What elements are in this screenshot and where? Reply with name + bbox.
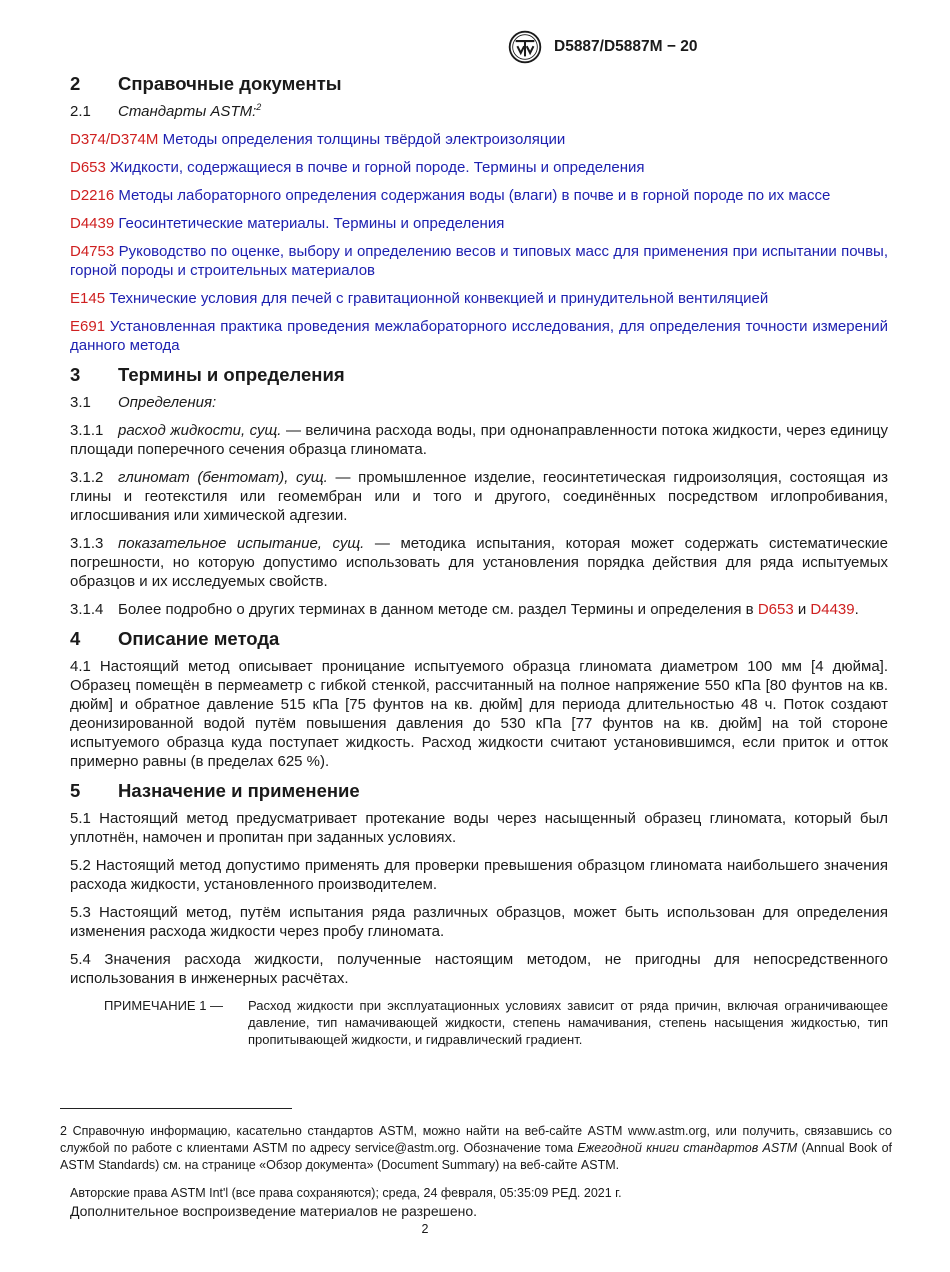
reference-code-link[interactable]: D374/D374M [70, 131, 159, 148]
reference-item [70, 214, 888, 233]
document-designation: D5887/D5887M − 20 [554, 38, 698, 55]
definition-number: 3.1.2 [70, 469, 104, 486]
definition-paragraph [70, 534, 888, 591]
document-body [70, 73, 888, 1048]
reference-item [70, 158, 888, 177]
reference-title[interactable]: Руководство по оценке, выбору и определению весов и типовых масс для применения при испытании почвы, горной породы и строительных материалов [70, 243, 889, 279]
reference-code-link[interactable]: E145 [70, 290, 106, 307]
section-number: 5 [70, 780, 81, 801]
usage-paragraph: 5.3 Настоящий метод, путём испытания ряда различных образцов, может быть использован для определения изменения расхода жидкости через пробу глиномата. [70, 904, 888, 940]
usage-paragraph: 5.2 Настоящий метод допустимо применять для проверки превышения образцом глиномата наибольшего значения расхода жидкости, установленного производителем. [70, 857, 888, 893]
note-label: ПРИМЕЧАНИЕ 1 — [104, 998, 224, 1013]
period-text: . [854, 601, 859, 618]
section-number: 2 [70, 73, 81, 94]
footnote-divider [60, 1108, 292, 1109]
d4439-link[interactable]: D4439 [810, 601, 855, 618]
reference-title[interactable]: Методы лабораторного определения содержания воды (влаги) в почве и в горной породе по их массе [118, 187, 831, 204]
section-number: 3 [70, 364, 81, 385]
definition-text: — методика испытания, которая может содержать систематические погрешности, но которую допустимо использовать для установления порядка действия для ряда испытуемых образцов и их исследуемых свойств. [70, 535, 888, 590]
definition-text: — величина расхода воды, при однонаправленности потока жидкости, через единицу площади поперечного сечения образца глиномата. [70, 422, 888, 458]
reproduction-notice: Дополнительное воспроизведение материалов не разрешено. [70, 1203, 478, 1219]
reference-code-link[interactable]: E691 [70, 318, 106, 335]
definition-term: показательное испытание, сущ. [118, 535, 365, 552]
section-3-heading [70, 364, 888, 386]
reference-title[interactable]: Жидкости, содержащиеся в почве и горной породе. Термины и определения [110, 159, 645, 176]
footnote-italic-text: Ежегодной книги стандартов ASTM [577, 1141, 798, 1155]
reference-code-link[interactable]: D4439 [70, 215, 115, 232]
usage-paragraph: 5.1 Настоящий метод предусматривает протекание воды через насыщенный образец глиномата, который был уплотнён, намочен и пропитан при заданных условиях. [70, 810, 888, 846]
footnote-2 [60, 1123, 892, 1174]
reference-item [70, 317, 888, 355]
reference-title[interactable]: Методы определения толщины твёрдой электроизоляции [162, 131, 566, 148]
footnote-text: 2 Справочную информацию, касательно стандартов ASTM, можно найти на веб-сайте ASTM www.astm.org, или получить, связавшись со службой по работе с клиентами ASTM по адресу service@astm.org. Обозначение тома [60, 1124, 892, 1155]
astm-logo-icon [508, 30, 542, 64]
subsection-number: 2.1 [70, 103, 91, 120]
reference-title[interactable]: Установленная практика проведения межлабораторного исследования, для определения точности измерений данного метода [70, 318, 888, 354]
definition-number: 3.1.4 [70, 601, 104, 618]
reference-item [70, 242, 888, 280]
section-title: Назначение и применение [118, 780, 360, 801]
definition-term: расход жидкости, сущ. [118, 422, 282, 439]
subsection-2-1 [70, 102, 888, 121]
page-header [508, 30, 697, 64]
definition-text: Более подробно о других терминах в данном методе см. раздел Термины и определения в [118, 601, 758, 618]
definition-term: глиномат (бентомат), сущ. [118, 469, 328, 486]
definition-paragraph [70, 468, 888, 525]
section-title: Справочные документы [118, 73, 342, 94]
definition-text: — промышленное изделие, геосинтетическая гидроизоляция, состоящая из глины и геотекстиля или геомембран или и того и другого, соединённых посредством иглопробивания, иглосшивания или химической адгезии. [70, 469, 888, 524]
note-text: Расход жидкости при эксплуатационных условиях зависит от ряда причин, включая ограничивающее давление, тип намачивающей жидкости, степень намачивания, степень насыщения жидкостью, тип пропитывающей жидкости, и гидравлический градиент. [248, 998, 888, 1047]
section-number: 4 [70, 628, 81, 649]
section-5-heading [70, 780, 888, 802]
reference-code-link[interactable]: D4753 [70, 243, 115, 260]
page-number: 2 [421, 1222, 429, 1236]
d653-link[interactable]: D653 [757, 601, 794, 618]
section-2-heading [70, 73, 888, 95]
usage-paragraph: 5.4 Значения расхода жидкости, полученные настоящим методом, не пригодны для непосредственного использования в инженерных расчётах. [70, 951, 888, 987]
copyright-notice: Авторские права ASTM Int'l (все права сохраняются); среда, 24 февраля, 05:35:09 РЕД. 2021 г. [70, 1186, 622, 1200]
definition-paragraph [70, 600, 888, 619]
subsection-number: 3.1 [70, 394, 91, 411]
reference-title[interactable]: Технические условия для печей с гравитационной конвекцией и принудительной вентиляцией [109, 290, 769, 307]
definition-number: 3.1.1 [70, 422, 104, 439]
section-title: Термины и определения [118, 364, 345, 385]
reference-code-link[interactable]: D653 [70, 159, 106, 176]
section-title: Описание метода [118, 628, 280, 649]
subsection-3-1 [70, 393, 888, 412]
reference-code-link[interactable]: D2216 [70, 187, 115, 204]
definition-number: 3.1.3 [70, 535, 104, 552]
note-1 [104, 997, 888, 1048]
subsection-title: Определения: [118, 394, 217, 411]
definition-paragraph [70, 421, 888, 459]
reference-item [70, 130, 888, 149]
conjunction-text: и [793, 601, 811, 618]
section-4-heading [70, 628, 888, 650]
footnote-ref[interactable]: 2 [256, 102, 262, 112]
subsection-title: Стандарты ASTM: [118, 103, 257, 120]
reference-item [70, 186, 888, 205]
footnote-text-end: (Annual Book of ASTM Standards) см. на странице «Обзор документа» (Document Summary) на веб-сайте ASTM. [60, 1141, 892, 1172]
reference-item [70, 289, 888, 308]
reference-title[interactable]: Геосинтетические материалы. Термины и определения [118, 215, 505, 232]
method-description-paragraph: 4.1 Настоящий метод описывает проницание испытуемого образца глиномата диаметром 100 мм [4 дюйма]. Образец помещён в пермеаметр с гибкой стенкой, рассчитанный на полное напряжение 550 кПа [80 фунтов на кв. дюйм] и обратное давление 515 кПа [75 фунтов на кв. дюйм] для периода длительностью 48 ч. Поток создают деонизированной водой путём повышения давления до 530 кПа [77 фунтов на кв. дюйм] на той стороне испытуемого образца куда поступает жидкость. Расход жидкости считают установившимся, если приток и отток примерно равны (в пределах 625 %). [70, 658, 888, 770]
